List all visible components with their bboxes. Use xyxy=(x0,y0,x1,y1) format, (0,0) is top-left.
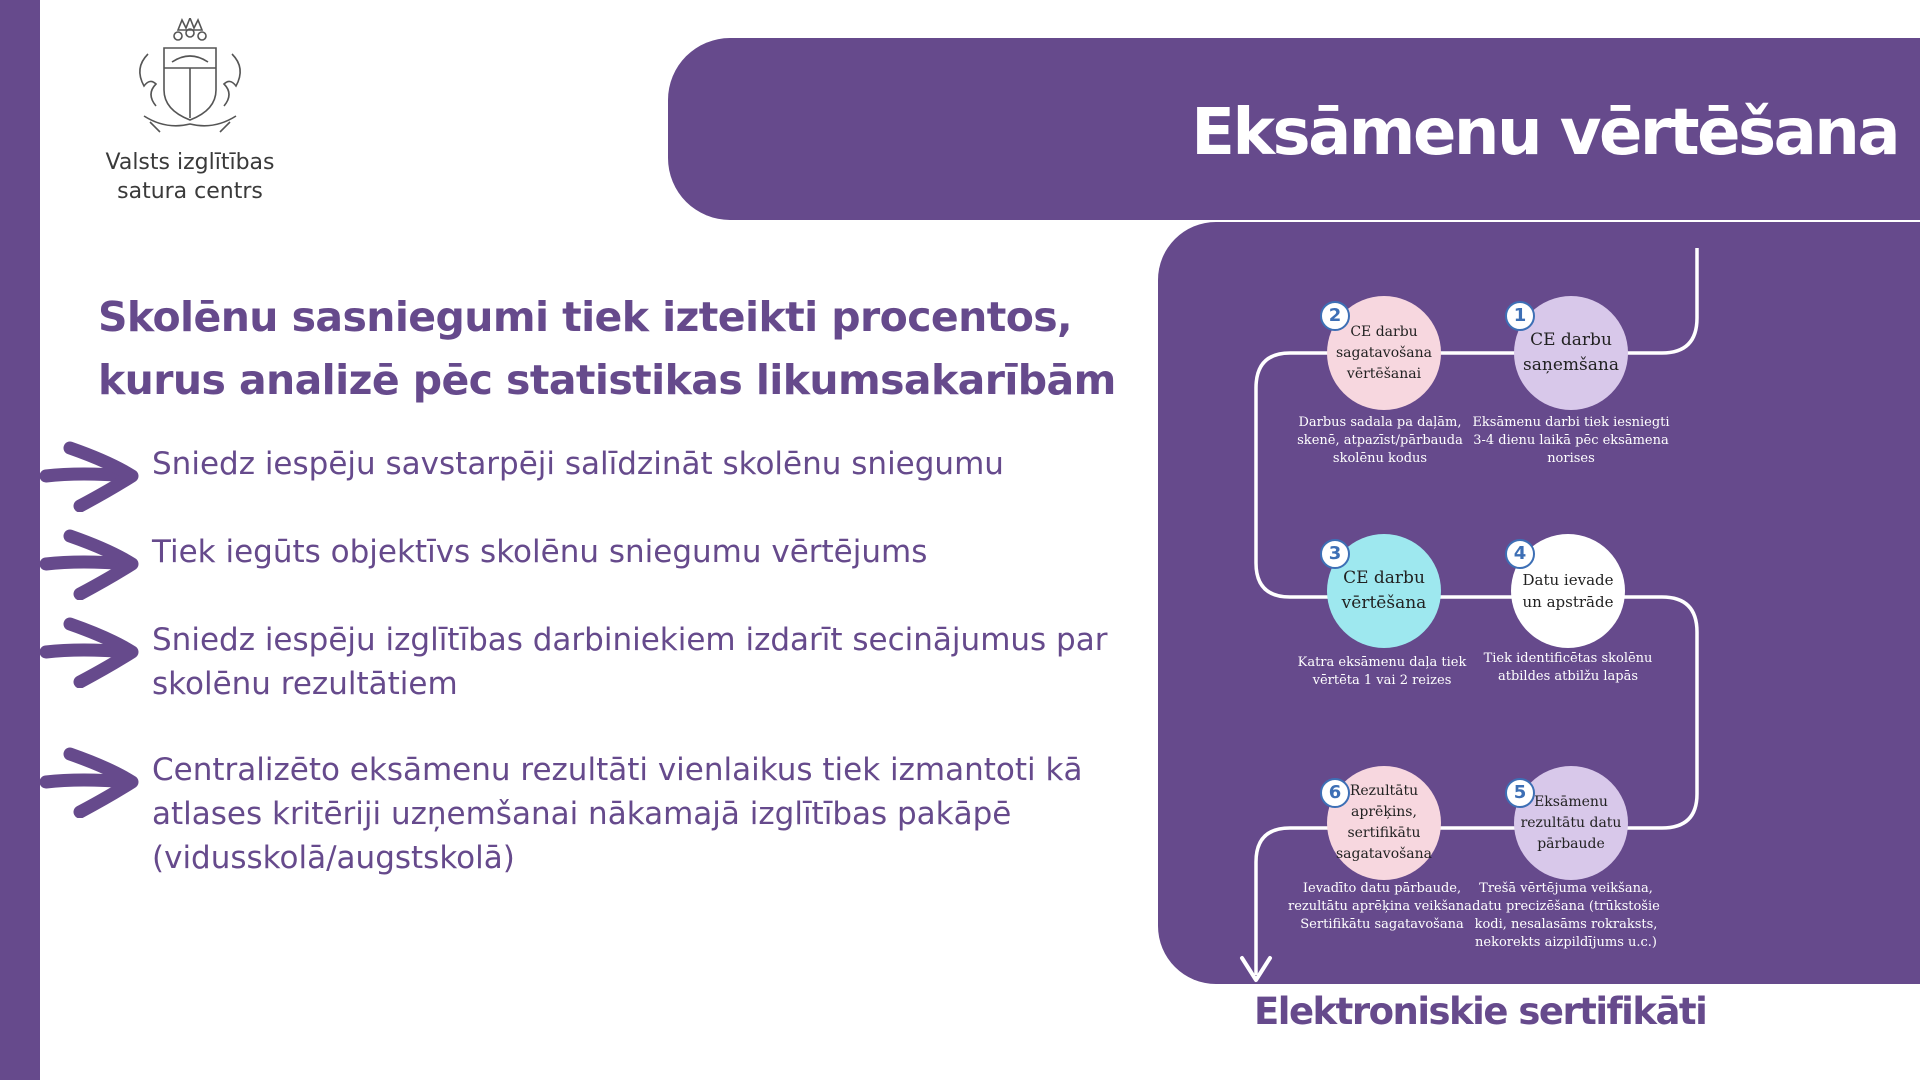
bullet-text: Tiek iegūts objektīvs skolēnu sniegumu vērtējums xyxy=(152,534,928,570)
step-5-circle: Eksāmenu rezultātu datu pārbaude xyxy=(1514,766,1628,880)
step-6-number: 6 xyxy=(1320,778,1350,808)
bullet-text: Sniedz iespēju izglītības darbiniekiem izdarīt secinājumus par skolēnu rezultātiem xyxy=(152,622,1108,702)
step-3-description: Katra eksāmenu daļa tiek vērtēta 1 vai 2 reizes xyxy=(1297,655,1467,688)
step-4-circle: Datu ievade un apstrāde xyxy=(1511,534,1625,648)
step-1-description: Eksāmenu darbi tiek iesniegti 3-4 dienu laikā pēc eksāmena norises xyxy=(1472,415,1670,466)
step-4-description: Tiek identificētas skolēnu atbildes atbilžu lapās xyxy=(1483,651,1653,684)
step-6-circle: Rezultātu aprēķins, sertifikātu sagatavošana xyxy=(1327,766,1441,880)
step-6-description: Ievadīto datu pārbaude, rezultātu aprēķina veikšana. Sertifikātu sagatavošana xyxy=(1287,881,1476,932)
page-title: Eksāmenu vērtēšana xyxy=(1191,96,1898,170)
footer-label: Elektroniskie sertifikāti xyxy=(1254,990,1707,1033)
step-2-circle: CE darbu sagatavošana vērtēšanai xyxy=(1327,296,1441,410)
bullet-text: Centralizēto eksāmenu rezultāti vienlaikus tiek izmantoti kā atlases kritēriji uzņemšanai nākamajā izglītības pakāpē (vidusskolā/augstskolā) xyxy=(152,752,1083,876)
logo-line-2: satura centrs xyxy=(117,179,263,204)
step-5-number: 5 xyxy=(1505,778,1535,808)
step-2-number: 2 xyxy=(1320,301,1350,331)
step-2-description: Darbus sadala pa daļām, skenē, atpazīst/pārbauda skolēnu kodus xyxy=(1297,415,1463,466)
step-1-number: 1 xyxy=(1505,301,1535,331)
logo-line-1: Valsts izglītības xyxy=(105,150,275,175)
step-5-description: Trešā vērtējuma veikšana, datu precizēšana (trūkstošie kodi, nesalasāms rokraksts, nekorekts aizpildījums u.c.) xyxy=(1472,881,1660,950)
step-3-number: 3 xyxy=(1320,539,1350,569)
step-4-number: 4 xyxy=(1505,539,1535,569)
heading-line-1: Skolēnu sasniegumi tiek izteikti procentos, xyxy=(98,293,1073,341)
step-1-circle: CE darbu saņemšana xyxy=(1514,296,1628,410)
step-3-circle: CE darbu vērtēšana xyxy=(1327,534,1441,648)
heading-line-2: kurus analizē pēc statistikas likumsakarībām xyxy=(98,356,1116,404)
bullet-text: Sniedz iespēju savstarpēji salīdzināt skolēnu sniegumu xyxy=(152,446,1004,482)
